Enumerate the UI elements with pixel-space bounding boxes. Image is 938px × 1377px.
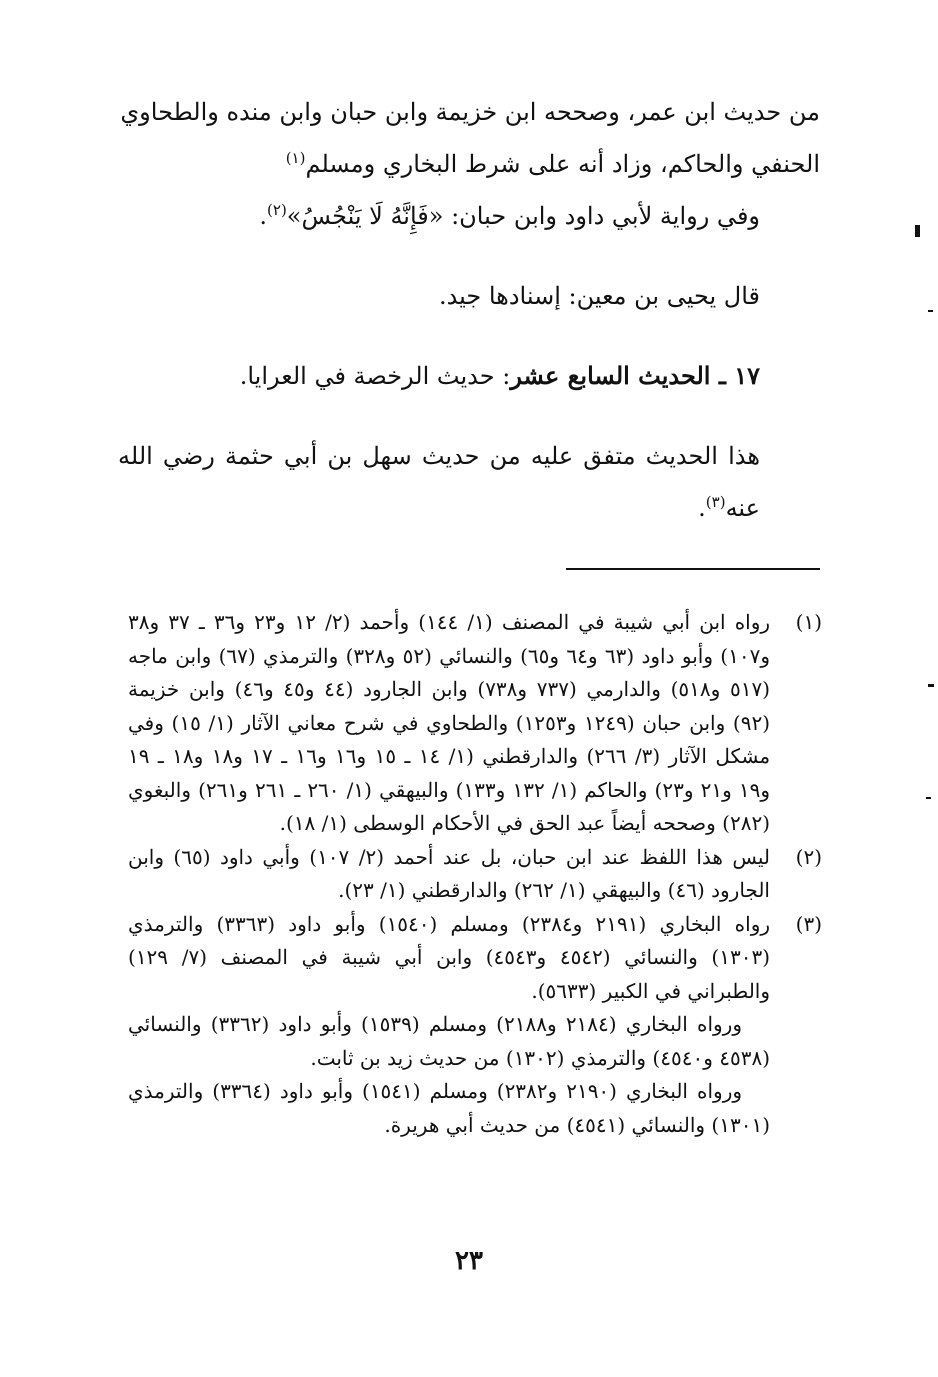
footnote-number: (١) (795, 610, 822, 634)
paragraph-3-text: قال يحيى بن معين: إسنادها جيد. (438, 282, 760, 310)
paragraph-1 (118, 86, 820, 190)
footnotes (128, 606, 822, 1142)
footnote-text: ليس هذا اللفظ عند ابن حبان، بل عند أحمد (٢/ ١٠٧) وأبي داود (٦٥) وابن الجارود (٤٦) والبيهقي (١/ ٢٦٢) والدارقطني (١/ ٢٣). (128, 844, 771, 902)
paragraph-2-text: وفي رواية لأبي داود وابن حبان: «فَإِنَّهُ لَا يَنْجُسُ» (286, 202, 760, 230)
scan-mark (928, 684, 934, 687)
scan-mark (926, 797, 931, 799)
footnote-text: رواه البخاري (٢١٩١ و٢٣٨٤) ومسلم (١٥٤٠) وأبو داود (٣٣٦٣) والترمذي (١٣٠٣) والنسائي (٤٥٤٢ و٤٥٤٣) وابن أبي شيبة في المصنف (٧/ ١٢٩) والطبراني في الكبير (٥٦٣٣). (128, 911, 771, 1003)
paragraph-5-end: . (698, 494, 706, 522)
paragraph-5 (118, 430, 820, 534)
paragraph-5-text: هذا الحديث متفق عليه من حديث سهل بن أبي حثمة رضي الله عنه (118, 442, 760, 522)
footnote-number: (٣) (795, 911, 822, 936)
scan-mark (928, 310, 933, 312)
footnote-2 (128, 841, 822, 908)
footnote-3-continuation-2: ورواه البخاري (٢١٩٠ و٢٣٨٢) ومسلم (١٥٤١) وأبو داود (٣٣٦٤) والترمذي (١٣٠١) والنسائي (٤٥٤١) من حديث أبي هريرة. (128, 1079, 770, 1137)
paragraph-1-line-1: من حديث ابن عمر، وصححه ابن خزيمة وابن حبان وابن منده والطحاوي (120, 98, 820, 126)
hadith-heading: ١٧ ـ الحديث السابع عشر (510, 361, 760, 390)
footnote-ref-3: (٣) (705, 493, 726, 511)
footnote-ref-1: (١) (285, 149, 306, 167)
footnote-text: رواه ابن أبي شيبة في المصنف (١/ ١٤٤) وأحمد (٢/ ١٢ و٢٣ و٣٦ ـ ٣٧ و٣٨ و١٠٧) وأبو داود (٦٣ و٦٤ و٦٥) والنسائي (٥٢ و٣٢٨) والترمذي (٦٧) وابن ماجه (٥١٧ و٥١٨) والدارمي (٧٣٧ و٧٣٨) وابن الجارود (٤٤ و٤٥ و٤٦) وابن خزيمة (٩٢) وابن حبان (١٢٤٩ و١٢٥٣) والطحاوي في شرح معاني الآثار (١/ ١٥) وفي مشكل الآثار (٣/ ٢٦٦) والدارقطني (١/ ١٤ ـ ١٥ و١٦ و١٦ ـ ١٧ و١٨ و١٨ ـ ١٩ و١٩ و٢١ و٢٣) والحاكم (١/ ١٣٢ و١٣٣) والبيهقي (١/ ٢٦٠ ـ ٢٦١ و٢٦١) والبغوي (٢٨٢) وصححه أيضاً عبد الحق في الأحكام الوسطى (١/ ١٨). (128, 610, 771, 835)
footnote-divider (566, 568, 820, 570)
paragraph-1-line-2: الحنفي والحاكم، وزاد أنه على شرط البخاري ومسلم (305, 150, 820, 178)
footnote-number: (٢) (795, 844, 822, 869)
paragraph-2 (118, 190, 820, 242)
hadith-heading-text: : حديث الرخصة في العرايا. (239, 362, 511, 390)
footnote-3-continuation-1: ورواه البخاري (٢١٨٤ و٢١٨٨) ومسلم (١٥٣٩) وأبو داود (٣٣٦٢) والنسائي (٤٥٣٨ و٤٥٤٠) والترمذي (١٣٠٢) من حديث زيد بن ثابت. (128, 1012, 770, 1070)
paragraph-4 (118, 350, 820, 402)
page-number: ٢٣ (455, 1246, 483, 1276)
main-text (118, 86, 820, 534)
footnote-3 (128, 908, 822, 1009)
footnote-1 (128, 606, 822, 841)
paragraph-2-end: . (259, 202, 268, 230)
paragraph-3 (118, 270, 820, 322)
scan-mark (915, 225, 920, 237)
footnote-ref-2: (٢) (267, 201, 287, 219)
